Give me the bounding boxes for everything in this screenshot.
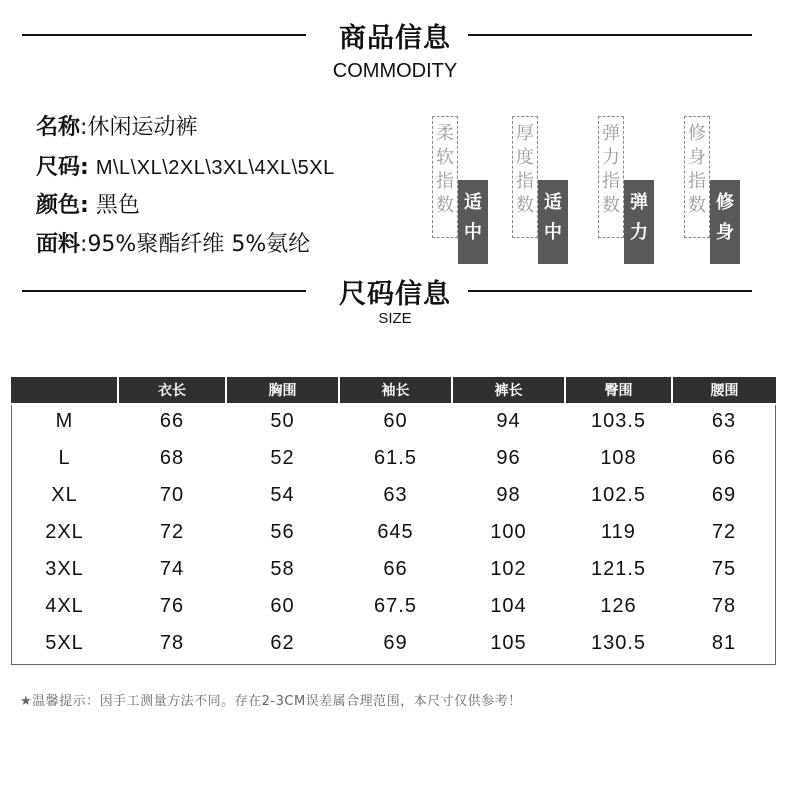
table-cell: 63 xyxy=(711,410,737,432)
commodity-subtitle: COMMODITY xyxy=(332,60,458,82)
table-cell: 69 xyxy=(711,484,737,506)
info-color: 颜色: 黑色 xyxy=(36,193,140,218)
attribute-indicator xyxy=(432,116,522,276)
info-name: 名称:休闲运动裤 xyxy=(36,115,198,140)
table-cell: 66 xyxy=(159,410,185,432)
table-row xyxy=(11,403,776,440)
table-cell: 58 xyxy=(270,558,295,580)
column-header: 胸围 xyxy=(226,377,339,403)
attribute-name: 厚 度 指 数 xyxy=(516,123,534,216)
table-cell: 119 xyxy=(601,521,636,543)
table-cell: 75 xyxy=(711,558,737,580)
size-label-cell: L xyxy=(58,447,71,469)
table-cell: 52 xyxy=(270,447,295,469)
table-cell: 74 xyxy=(159,558,185,580)
column-header: 臀围 xyxy=(565,377,672,403)
table-cell: 98 xyxy=(496,484,521,506)
table-row xyxy=(11,477,776,514)
table-cell: 76 xyxy=(159,595,185,617)
size-title: 尺码信息 xyxy=(339,279,451,310)
info-name-value: 休闲运动裤 xyxy=(87,115,198,140)
attribute-indicator xyxy=(598,116,688,276)
table-row xyxy=(11,514,776,551)
table-cell: 50 xyxy=(270,410,295,432)
column-header xyxy=(11,377,118,403)
info-name-label: 名称 xyxy=(36,115,81,140)
table-cell: 102.5 xyxy=(590,484,647,506)
table-cell: 60 xyxy=(270,595,295,617)
size-table-header xyxy=(11,377,776,403)
attribute-indicator xyxy=(684,116,774,276)
info-size: 尺码: M\L\XL\2XL\3XL\4XL\5XL xyxy=(36,155,335,180)
attribute-name: 弹 力 指 数 xyxy=(602,123,620,216)
table-cell: 56 xyxy=(270,521,295,543)
table-cell: 61.5 xyxy=(374,447,417,469)
table-cell: 81 xyxy=(711,632,737,654)
column-header: 裤长 xyxy=(452,377,565,403)
table-cell: 108 xyxy=(600,447,637,469)
size-subtitle: SIZE xyxy=(378,310,412,327)
table-cell: 78 xyxy=(159,632,185,654)
table-cell: 69 xyxy=(383,632,408,654)
size-label-cell: XL xyxy=(51,484,78,506)
info-fabric-value: 95%聚酯纤维 5%氨纶 xyxy=(87,232,311,257)
table-cell: 60 xyxy=(383,410,408,432)
column-header: 腰围 xyxy=(672,377,776,403)
attribute-value: 弹 力 xyxy=(630,192,648,243)
table-cell: 66 xyxy=(383,558,408,580)
attribute-name: 修 身 指 数 xyxy=(688,123,706,216)
info-size-value: M\L\XL\2XL\3XL\4XL\5XL xyxy=(95,157,335,179)
size-table-body xyxy=(11,403,776,662)
table-cell: 70 xyxy=(159,484,185,506)
info-fabric-label: 面料 xyxy=(36,232,81,257)
info-size-label: 尺码 xyxy=(36,155,81,180)
size-label-cell: 2XL xyxy=(45,521,84,543)
attribute-indicator xyxy=(512,116,602,276)
table-cell: 78 xyxy=(711,595,737,617)
table-cell: 104 xyxy=(490,595,527,617)
table-row xyxy=(11,588,776,625)
info-color-value: 黑色 xyxy=(95,193,140,218)
table-cell: 67.5 xyxy=(374,595,417,617)
commodity-title: 商品信息 xyxy=(339,23,451,54)
table-cell: 121.5 xyxy=(590,558,647,580)
column-header: 衣长 xyxy=(118,377,226,403)
size-table xyxy=(11,377,776,662)
table-cell: 68 xyxy=(159,447,185,469)
table-row xyxy=(11,625,776,662)
attribute-name: 柔 软 指 数 xyxy=(436,123,454,216)
column-header: 袖长 xyxy=(339,377,452,403)
size-label-cell: 5XL xyxy=(45,632,84,654)
table-cell: 66 xyxy=(711,447,737,469)
size-label-cell: M xyxy=(55,410,74,432)
table-cell: 645 xyxy=(377,521,414,543)
info-color-label: 颜色 xyxy=(36,193,81,218)
table-cell: 62 xyxy=(270,632,295,654)
attribute-value: 适 中 xyxy=(464,192,482,243)
size-label-cell: 3XL xyxy=(45,558,84,580)
attribute-value: 修 身 xyxy=(716,192,734,243)
size-label-cell: 4XL xyxy=(45,595,84,617)
table-cell: 54 xyxy=(270,484,295,506)
attribute-value: 适 中 xyxy=(544,192,562,243)
table-cell: 72 xyxy=(711,521,737,543)
table-row xyxy=(11,440,776,477)
table-cell: 63 xyxy=(383,484,408,506)
measurement-note: ★温馨提示：因手工测量方法不同。存在2-3CM误差属合理范围，本尺寸仅供参考！ xyxy=(20,694,522,709)
table-cell: 72 xyxy=(159,521,185,543)
table-cell: 100 xyxy=(490,521,527,543)
table-row xyxy=(11,551,776,588)
table-cell: 94 xyxy=(496,410,521,432)
table-cell: 102 xyxy=(490,558,527,580)
table-cell: 96 xyxy=(496,447,521,469)
table-cell: 130.5 xyxy=(590,632,647,654)
table-cell: 126 xyxy=(600,595,637,617)
info-fabric: 面料:95%聚酯纤维 5%氨纶 xyxy=(36,232,311,257)
table-cell: 103.5 xyxy=(590,410,647,432)
table-cell: 105 xyxy=(490,632,527,654)
